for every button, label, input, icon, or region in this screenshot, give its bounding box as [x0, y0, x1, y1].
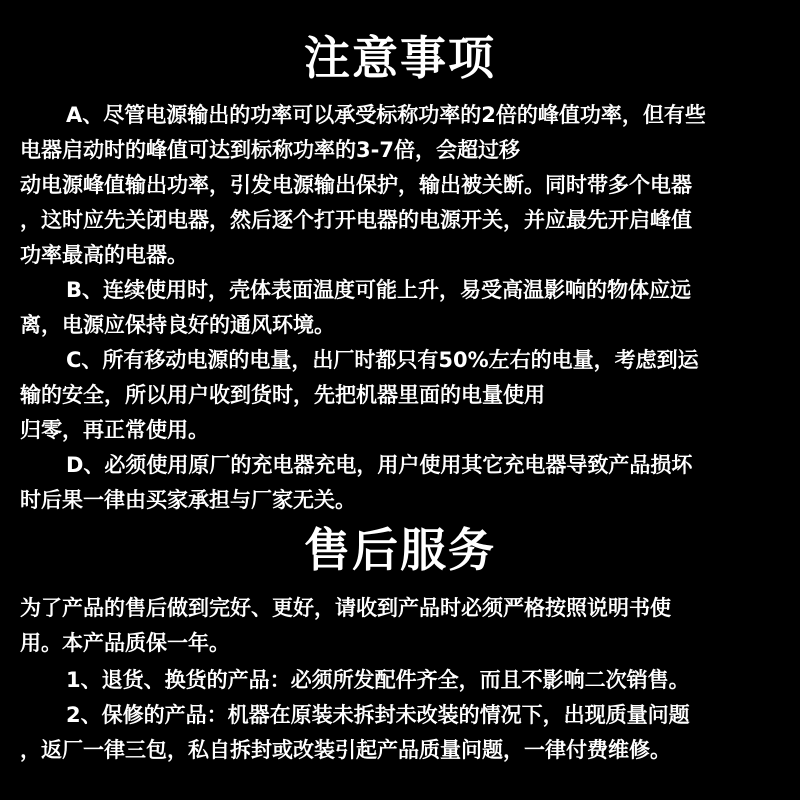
- notice-line: 动电源峰值输出功率，引发电源输出保护，输出被关断。同时带多个电器: [20, 173, 692, 197]
- notice-line: 归零，再正常使用。: [20, 418, 209, 442]
- after-sales-title: 售后服务: [304, 523, 496, 577]
- after-sales-line: 用。本产品质保一年。: [20, 631, 230, 655]
- after-sales-line: 2、保修的产品：机器在原装未拆封未改装的情况下，出现质量问题: [66, 703, 690, 727]
- notice-line: D、必须使用原厂的充电器充电，用户使用其它充电器导致产品损坏: [66, 453, 693, 477]
- notice-line: B、连续使用时，壳体表面温度可能上升，易受高温影响的物体应远: [66, 278, 692, 302]
- notice-line: A、尽管电源输出的功率可以承受标称功率的2倍的峰值功率，但有些: [66, 103, 706, 127]
- notice-title: 注意事项: [304, 31, 496, 85]
- notice-line: C、所有移动电源的电量，出厂时都只有50%左右的电量，考虑到运: [66, 348, 699, 372]
- notice-line: 时后果一律由买家承担与厂家无关。: [20, 488, 356, 512]
- after-sales-line: 1、退货、换货的产品：必须所发配件齐全，而且不影响二次销售。: [66, 668, 690, 692]
- notice-line: 功率最高的电器。: [20, 243, 188, 267]
- notice-line: 离，电源应保持良好的通风环境。: [20, 313, 335, 337]
- notice-line: 电器启动时的峰值可达到标称功率的3-7倍，会超过移: [20, 138, 520, 162]
- after-sales-line: ，返厂一律三包，私自拆封或改装引起产品质量问题，一律付费维修。: [20, 738, 671, 762]
- notice-line: ，这时应先关闭电器，然后逐个打开电器的电源开关，并应最先开启峰值: [20, 208, 692, 232]
- notice-line: 输的安全，所以用户收到货时，先把机器里面的电量使用: [20, 383, 545, 407]
- after-sales-line: 为了产品的售后做到完好、更好，请收到产品时必须严格按照说明书使: [20, 596, 671, 620]
